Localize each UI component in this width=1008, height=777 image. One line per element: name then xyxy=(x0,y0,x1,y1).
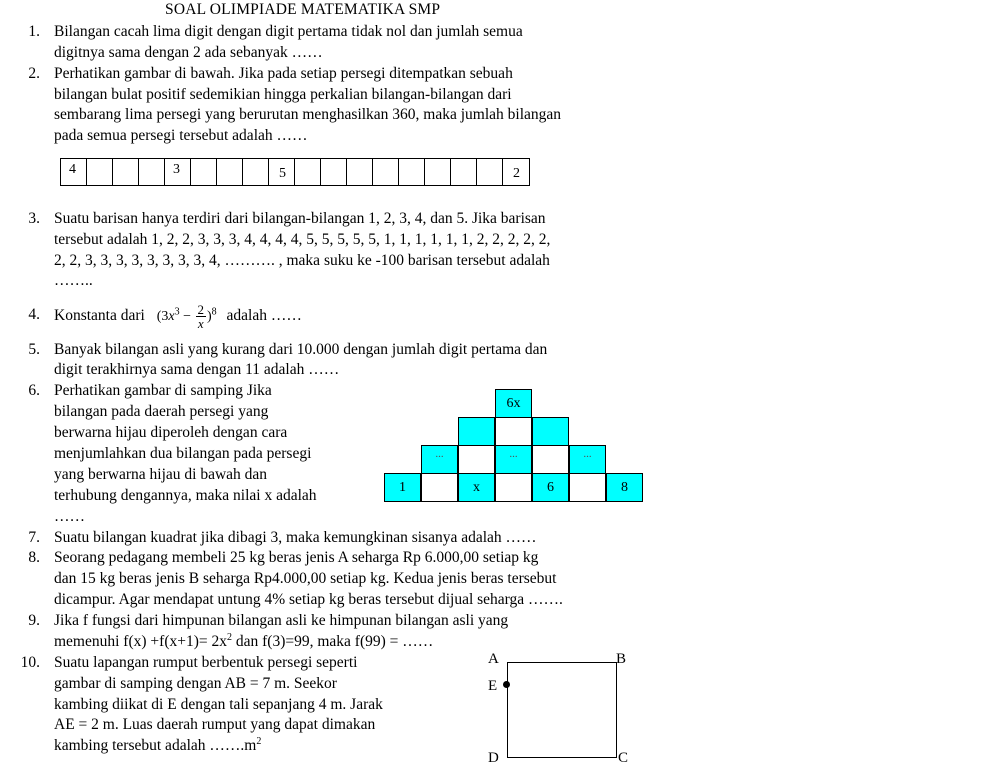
problem-6-line: yang berwarna hijau di bawah dan xyxy=(54,466,268,483)
problem-1-line: digitnya sama dengan 2 ada sebanyak …… xyxy=(54,44,323,61)
pyramid-cell xyxy=(421,473,458,502)
problem-1-number: 1. xyxy=(28,23,40,40)
pyramid-bottom-cell: 8 xyxy=(606,473,643,502)
square-cell xyxy=(425,159,451,185)
pyramid-cell xyxy=(569,473,606,502)
problem-4-number: 4. xyxy=(28,306,40,323)
problem-5-line: Banyak bilangan asli yang kurang dari 10.000 dengan jumlah digit pertama dan xyxy=(54,341,548,358)
square-cell xyxy=(477,159,503,185)
problem-10-line: Suatu lapangan rumput berbentuk persegi seperti xyxy=(54,654,358,671)
square-cell: 2 xyxy=(513,166,520,181)
problem-3-number: 3. xyxy=(28,210,40,227)
pyramid-bottom-cell: 1 xyxy=(384,473,421,502)
pyramid-top-cell: 6x xyxy=(495,389,532,418)
pyramid-cell xyxy=(532,417,569,446)
square-cell xyxy=(243,159,269,185)
pyramid-cell xyxy=(458,417,495,446)
pyramid-cell: ... xyxy=(495,445,532,474)
problem-4-line xyxy=(54,296,302,336)
page-title: SOAL OLIMPIADE MATEMATIKA SMP xyxy=(165,1,441,18)
label-c: C xyxy=(618,750,629,766)
fraction: $\frac{2}{x}$ xyxy=(197,302,204,332)
problem-3-line: tersebut adalah 1, 2, 2, 3, 3, 3, 4, 4, 4, 4, 5, 5, 5, 5, 5, 1, 1, 1, 1, 1, 1, 2, 2, 2, 2, 2, xyxy=(54,231,551,248)
square-cell: 5 xyxy=(269,159,295,185)
problem-10-line: kambing tersebut adalah $\dots\dots.m^2$ xyxy=(54,735,262,754)
problem-6-line: berwarna hijau diperoleh dengan cara xyxy=(54,424,288,441)
square-cell xyxy=(347,159,373,185)
label-e: E xyxy=(488,678,498,694)
square-cell xyxy=(139,159,165,185)
pyramid-cell xyxy=(532,445,569,474)
problem-6-line: menjumlahkan dua bilangan pada persegi xyxy=(54,445,312,462)
squares-row xyxy=(60,158,530,186)
pyramid-cell xyxy=(458,445,495,474)
problem-7-line: Suatu bilangan kuadrat jika dibagi 3, maka kemungkinan sisanya adalah …… xyxy=(54,529,537,546)
pyramid-bottom-cell: 6 xyxy=(532,473,569,502)
label-b: B xyxy=(616,651,627,667)
problem-2-number: 2. xyxy=(28,65,40,82)
problem-2-line: bilangan bulat positif sedemikian hingga perkalian bilangan-bilangan dari xyxy=(54,86,512,103)
square-cell xyxy=(451,159,477,185)
problem-9-line: memenuhi $f(x) +f(x+1)= 2x^2$ dan f(3)=99, maka f(99) = …… xyxy=(54,631,434,650)
pyramid-cell: ... xyxy=(421,445,458,474)
problem-8-line: dicampur. Agar mendapat untung 4% setiap kg beras tersebut dijual seharga ……. xyxy=(54,591,563,608)
problem-2-line: sembarang lima persegi yang berurutan menghasilkan 360, maka jumlah bilangan xyxy=(54,106,562,123)
problem-3-line: Suatu barisan hanya terdiri dari bilangan-bilangan 1, 2, 3, 4, dan 5. Jika barisan xyxy=(54,210,546,227)
problem-10-number: 10. xyxy=(20,654,40,671)
square-cell xyxy=(191,159,217,185)
square-cell xyxy=(373,159,399,185)
square-cell: 3 xyxy=(165,159,191,185)
grass-field-square xyxy=(507,662,617,758)
problem-4-text: Konstanta dari xyxy=(54,307,145,324)
problem-8-line: dan 15 kg beras jenis B seharga Rp4.000,00 setiap kg. Kedua jenis beras tersebut xyxy=(54,570,557,587)
problem-6-line: terhubung dengannya, maka nilai x adalah xyxy=(54,487,317,504)
problem-2-line: Perhatikan gambar di bawah. Jika pada setiap persegi ditempatkan sebuah xyxy=(54,65,513,82)
square-cell xyxy=(217,159,243,185)
pyramid-cell xyxy=(495,417,532,446)
square-cell: 4 xyxy=(61,159,87,185)
pyramid-cell: ... xyxy=(569,445,606,474)
problem-5-line: digit terakhirnya sama dengan 11 adalah …… xyxy=(54,361,340,378)
problem-6-line: Perhatikan gambar di samping Jika xyxy=(54,382,272,399)
problem-4-text: adalah …… xyxy=(226,307,302,324)
square-cell xyxy=(295,159,321,185)
problem-10-line: kambing diikat di E dengan tali sepanjang 4 m. Jarak xyxy=(54,696,383,713)
point-e-marker xyxy=(503,681,510,688)
problem-6-number: 6. xyxy=(28,382,40,399)
problem-1-line: Bilangan cacah lima digit dengan digit pertama tidak nol dan jumlah semua xyxy=(54,23,523,40)
problem-5-number: 5. xyxy=(28,341,40,358)
problem-6-line: bilangan pada daerah persegi yang xyxy=(54,403,269,420)
label-a: A xyxy=(488,651,499,667)
problem-9-line: Jika f fungsi dari himpunan bilangan asli ke himpunan bilangan asli yang xyxy=(54,612,509,629)
square-cell xyxy=(113,159,139,185)
problem-10-line: AE = 2 m. Luas daerah rumput yang dapat dimakan xyxy=(54,716,376,733)
square-cell xyxy=(321,159,347,185)
problem-3-line: 2, 2, 3, 3, 3, 3, 3, 3, 3, 3, 4, ………. , maka suku ke -100 barisan tersebut adalah xyxy=(54,252,550,269)
problem-6-line: …… xyxy=(54,508,85,525)
expression: ($3x^3$ − $\frac{2}{x}$ )$^8$ xyxy=(156,302,217,332)
pyramid-cell xyxy=(495,473,532,502)
pyramid-bottom-cell: x xyxy=(458,473,495,502)
square-cell xyxy=(399,159,425,185)
problem-8-number: 8. xyxy=(28,549,40,566)
problem-9-number: 9. xyxy=(28,612,40,629)
square-cell xyxy=(87,159,113,185)
problem-8-line: Seorang pedagang membeli 25 kg beras jenis A seharga Rp 6.000,00 setiap kg xyxy=(54,549,539,566)
label-d: D xyxy=(488,750,499,766)
problem-7-number: 7. xyxy=(28,529,40,546)
problem-3-line: …….. xyxy=(54,272,93,289)
problem-2-line: pada semua persegi tersebut adalah …… xyxy=(54,127,308,144)
problem-10-line: gambar di samping dengan AB = 7 m. Seekor xyxy=(54,675,337,692)
